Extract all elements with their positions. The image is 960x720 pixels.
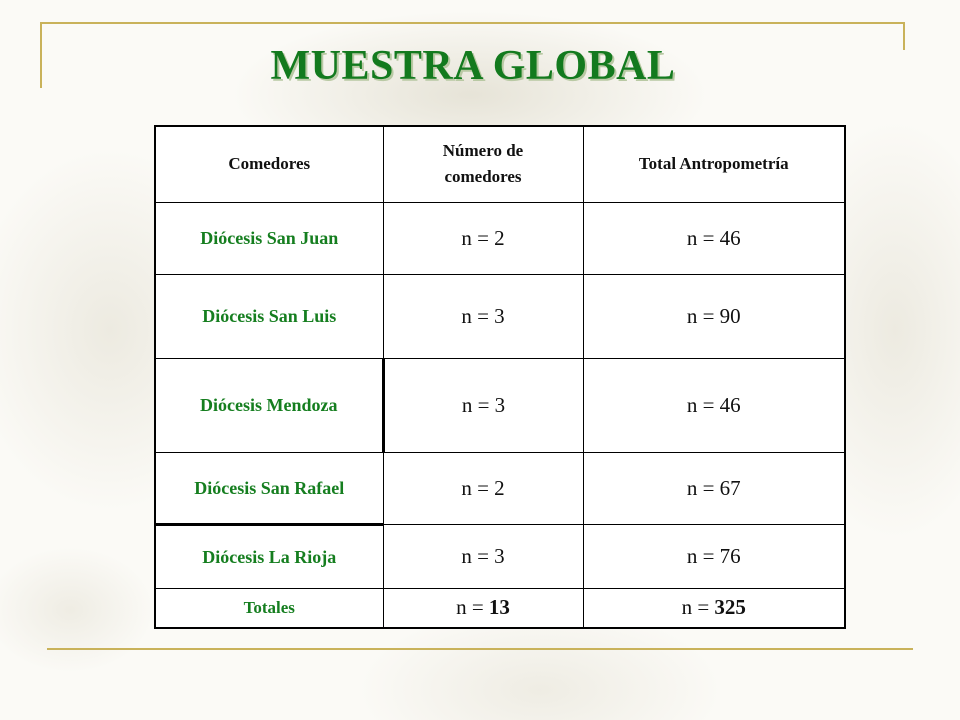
row-comedores-value: n = 2 (383, 202, 583, 274)
row-label: Diócesis La Rioja (155, 524, 383, 588)
totals-antropometria-value (583, 588, 845, 628)
row-total-value: n = 67 (583, 452, 845, 524)
table-totals-row (155, 588, 845, 628)
table-row (155, 452, 845, 524)
row-total-value: n = 46 (583, 202, 845, 274)
totals-antropometria-number: 325 (714, 595, 746, 620)
sample-table (154, 125, 846, 629)
row-label: Diócesis San Juan (155, 202, 383, 274)
frame-line-top (40, 22, 905, 24)
row-label: Diócesis San Rafael (155, 452, 383, 524)
header-comedores: Comedores (155, 126, 383, 202)
frame-line-bottom (47, 648, 913, 650)
header-numero-comedores: Número de comedores (383, 126, 583, 202)
table-row (155, 202, 845, 274)
table-header-row (155, 126, 845, 202)
row-label: Diócesis San Luis (155, 274, 383, 358)
totals-comedores-number: 13 (488, 595, 510, 620)
totals-comedores-prefix: n = (456, 595, 489, 620)
row-comedores-value: n = 2 (383, 452, 583, 524)
header-total-antropometria: Total Antropometría (583, 126, 845, 202)
table-row (155, 274, 845, 358)
row-total-value: n = 46 (583, 358, 845, 452)
row-comedores-value: n = 3 (383, 274, 583, 358)
row-comedores-value: n = 3 (383, 358, 583, 452)
row-total-value: n = 90 (583, 274, 845, 358)
row-label: Diócesis Mendoza (155, 358, 383, 452)
table-row (155, 358, 845, 452)
totals-antropometria-prefix: n = (681, 595, 715, 620)
totals-comedores-value (383, 588, 583, 628)
totals-label: Totales (155, 588, 383, 628)
row-comedores-value: n = 3 (383, 524, 583, 588)
table-row (155, 524, 845, 588)
row-total-value: n = 76 (583, 524, 845, 588)
page-title: MUESTRA GLOBAL (270, 43, 676, 89)
